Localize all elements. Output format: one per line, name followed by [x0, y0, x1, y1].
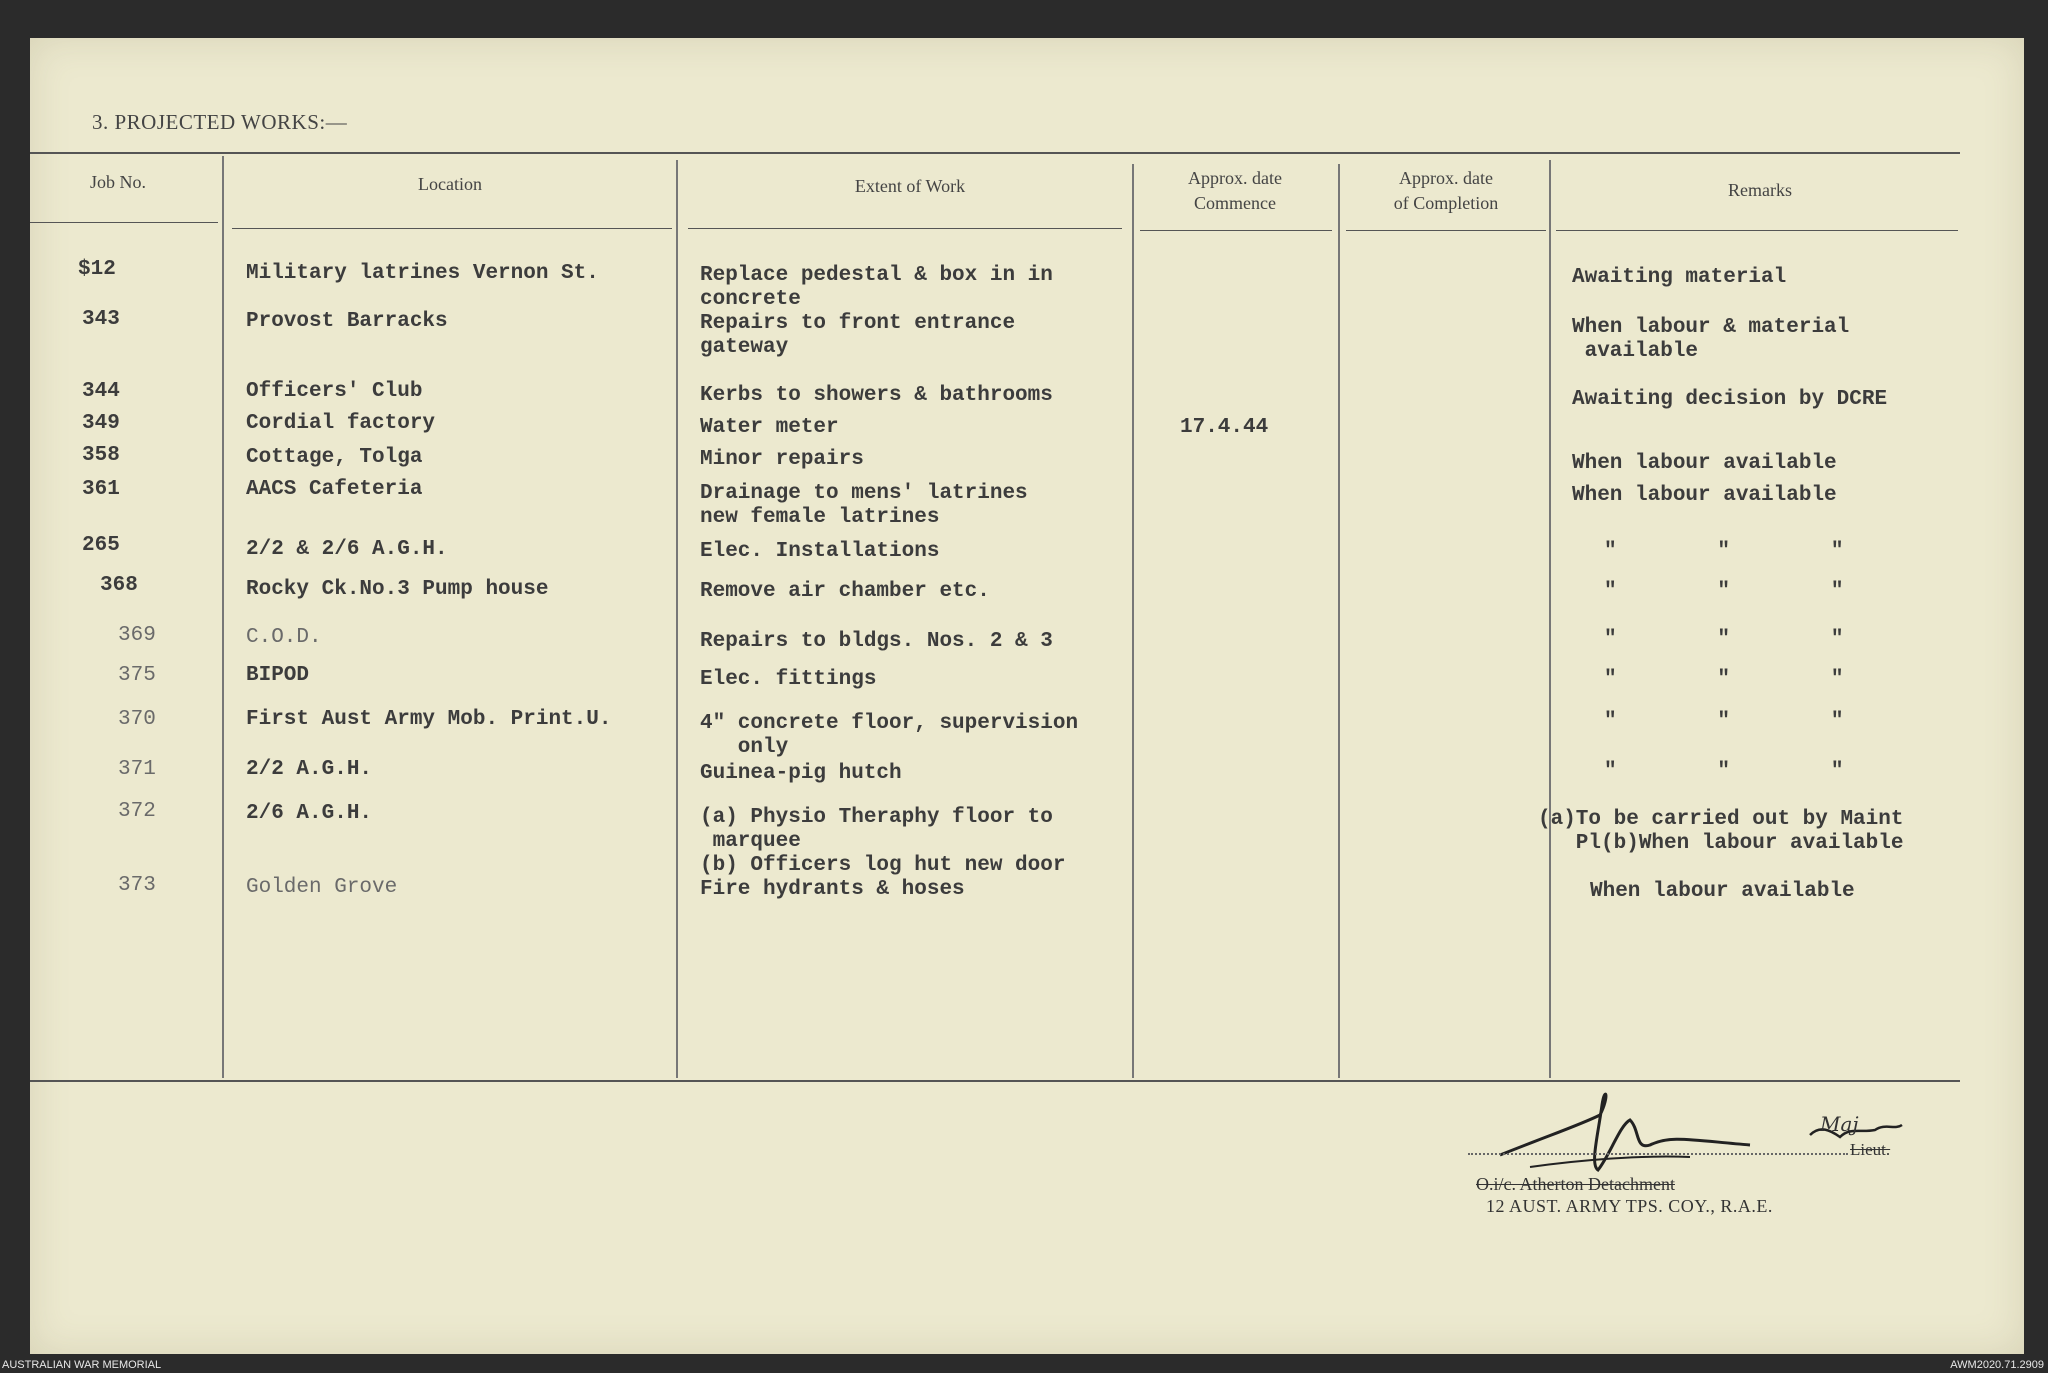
signature-office: O.i/c. Atherton Detachment — [1476, 1174, 1675, 1194]
remarks-cell: " " " — [1604, 668, 1844, 691]
location-cell: Golden Grove — [246, 876, 398, 899]
job-number: 361 — [82, 478, 120, 501]
remarks-cell: When labour available — [1572, 484, 1837, 507]
header-location: Location — [418, 174, 482, 194]
header-job-no: Job No. — [89, 172, 146, 192]
column-divider — [1338, 164, 1340, 1078]
location-cell: Military latrines Vernon St. — [246, 262, 599, 285]
job-number: 373 — [118, 874, 156, 897]
signature-dotted-line — [1468, 1152, 1848, 1155]
remarks-cell: Awaiting material — [1572, 266, 1787, 289]
extent-cell: Drainage to mens' latrines new female latrines — [700, 482, 1028, 529]
column-divider — [222, 156, 224, 1078]
remarks-cell: " " " — [1604, 580, 1844, 603]
extent-cell: Remove air chamber etc. — [700, 580, 990, 603]
footer-accession-number: AWM2020.71.2909 — [1950, 1359, 2044, 1371]
extent-cell: Water meter — [700, 416, 839, 439]
signature-rank: Lieut. — [1850, 1140, 1891, 1159]
remarks-cell: " " " — [1604, 628, 1844, 651]
header-underline — [688, 228, 1122, 229]
header-underline — [232, 228, 672, 229]
location-cell: 2/2 & 2/6 A.G.H. — [246, 538, 448, 561]
remarks-cell: " " " — [1604, 760, 1844, 783]
job-number: 349 — [82, 412, 120, 435]
header-commence-line1: Approx. date — [1188, 168, 1282, 188]
location-cell: AACS Cafeteria — [246, 478, 423, 501]
extent-cell: Kerbs to showers & bathrooms — [700, 384, 1053, 407]
location-cell: BIPOD — [246, 664, 310, 687]
signature-unit: 12 AUST. ARMY TPS. COY., R.A.E. — [1486, 1196, 1773, 1216]
remarks-cell: Awaiting decision by DCRE — [1572, 388, 1888, 411]
extent-cell: Fire hydrants & hoses — [700, 878, 965, 901]
column-divider — [1549, 160, 1551, 1078]
location-cell: Officers' Club — [246, 380, 423, 403]
remarks-cell: " " " — [1604, 710, 1844, 733]
job-number: 372 — [118, 800, 156, 823]
extent-cell: (a) Physio Theraphy floor to marquee (b) Officers log hut new door — [700, 806, 1066, 877]
header-underline — [1556, 230, 1958, 231]
remarks-cell: " " " — [1604, 540, 1844, 563]
table-top-rule — [30, 152, 1960, 154]
job-number: 265 — [82, 534, 120, 557]
extent-cell: Guinea-pig hutch — [700, 762, 902, 785]
header-underline — [1140, 230, 1332, 231]
extent-cell: Elec. fittings — [700, 668, 877, 691]
column-divider — [1132, 164, 1134, 1078]
remarks-cell: When labour available — [1572, 452, 1837, 475]
section-title: 3. PROJECTED WORKS:— — [92, 110, 348, 134]
header-completion-line1: Approx. date — [1399, 168, 1493, 188]
location-cell: Cottage, Tolga — [246, 446, 423, 469]
location-cell: First Aust Army Mob. Print.U. — [246, 708, 612, 731]
remarks-cell: When labour available — [1590, 880, 1855, 903]
header-underline — [1346, 230, 1546, 231]
extent-cell: Elec. Installations — [700, 540, 940, 563]
location-cell: Provost Barracks — [246, 310, 448, 333]
extent-cell: Minor repairs — [700, 448, 864, 471]
location-cell: 2/6 A.G.H. — [246, 802, 373, 825]
extent-cell: Repairs to bldgs. Nos. 2 & 3 — [700, 630, 1053, 653]
commence-cell: 17.4.44 — [1180, 416, 1269, 439]
header-extent: Extent of Work — [854, 176, 966, 196]
header-commence-line2: Commence — [1194, 193, 1276, 213]
footer-archive-name: AUSTRALIAN WAR MEMORIAL — [2, 1359, 162, 1371]
job-number: 369 — [118, 624, 156, 647]
location-cell: C.O.D. — [246, 626, 322, 649]
job-number: 343 — [82, 308, 120, 331]
location-cell: Rocky Ck.No.3 Pump house — [246, 578, 549, 601]
job-number: 344 — [82, 380, 120, 403]
location-cell: 2/2 A.G.H. — [246, 758, 373, 781]
job-number: 371 — [118, 758, 156, 781]
extent-cell: Repairs to front entrance gateway — [700, 312, 1016, 359]
signature-rank-correction: Maj — [1820, 1112, 1859, 1136]
job-number: 368 — [100, 574, 138, 597]
job-number: 370 — [118, 708, 156, 731]
job-number: $12 — [78, 258, 116, 281]
remarks-cell: (a)To be carried out by Maint Pl(b)When labour available — [1538, 808, 1904, 855]
job-number: 358 — [82, 444, 120, 467]
column-divider — [676, 160, 678, 1078]
location-cell: Cordial factory — [246, 412, 436, 435]
header-completion-line2: of Completion — [1393, 193, 1499, 213]
header-remarks: Remarks — [1728, 180, 1792, 200]
job-number: 375 — [118, 664, 156, 687]
header-commence — [1140, 166, 1330, 216]
header-completion — [1346, 166, 1546, 216]
extent-cell: 4" concrete floor, supervision only — [700, 712, 1079, 759]
remarks-cell: When labour & material available — [1572, 316, 1850, 363]
header-underline — [30, 222, 218, 223]
extent-cell: Replace pedestal & box in in concrete — [700, 264, 1053, 311]
